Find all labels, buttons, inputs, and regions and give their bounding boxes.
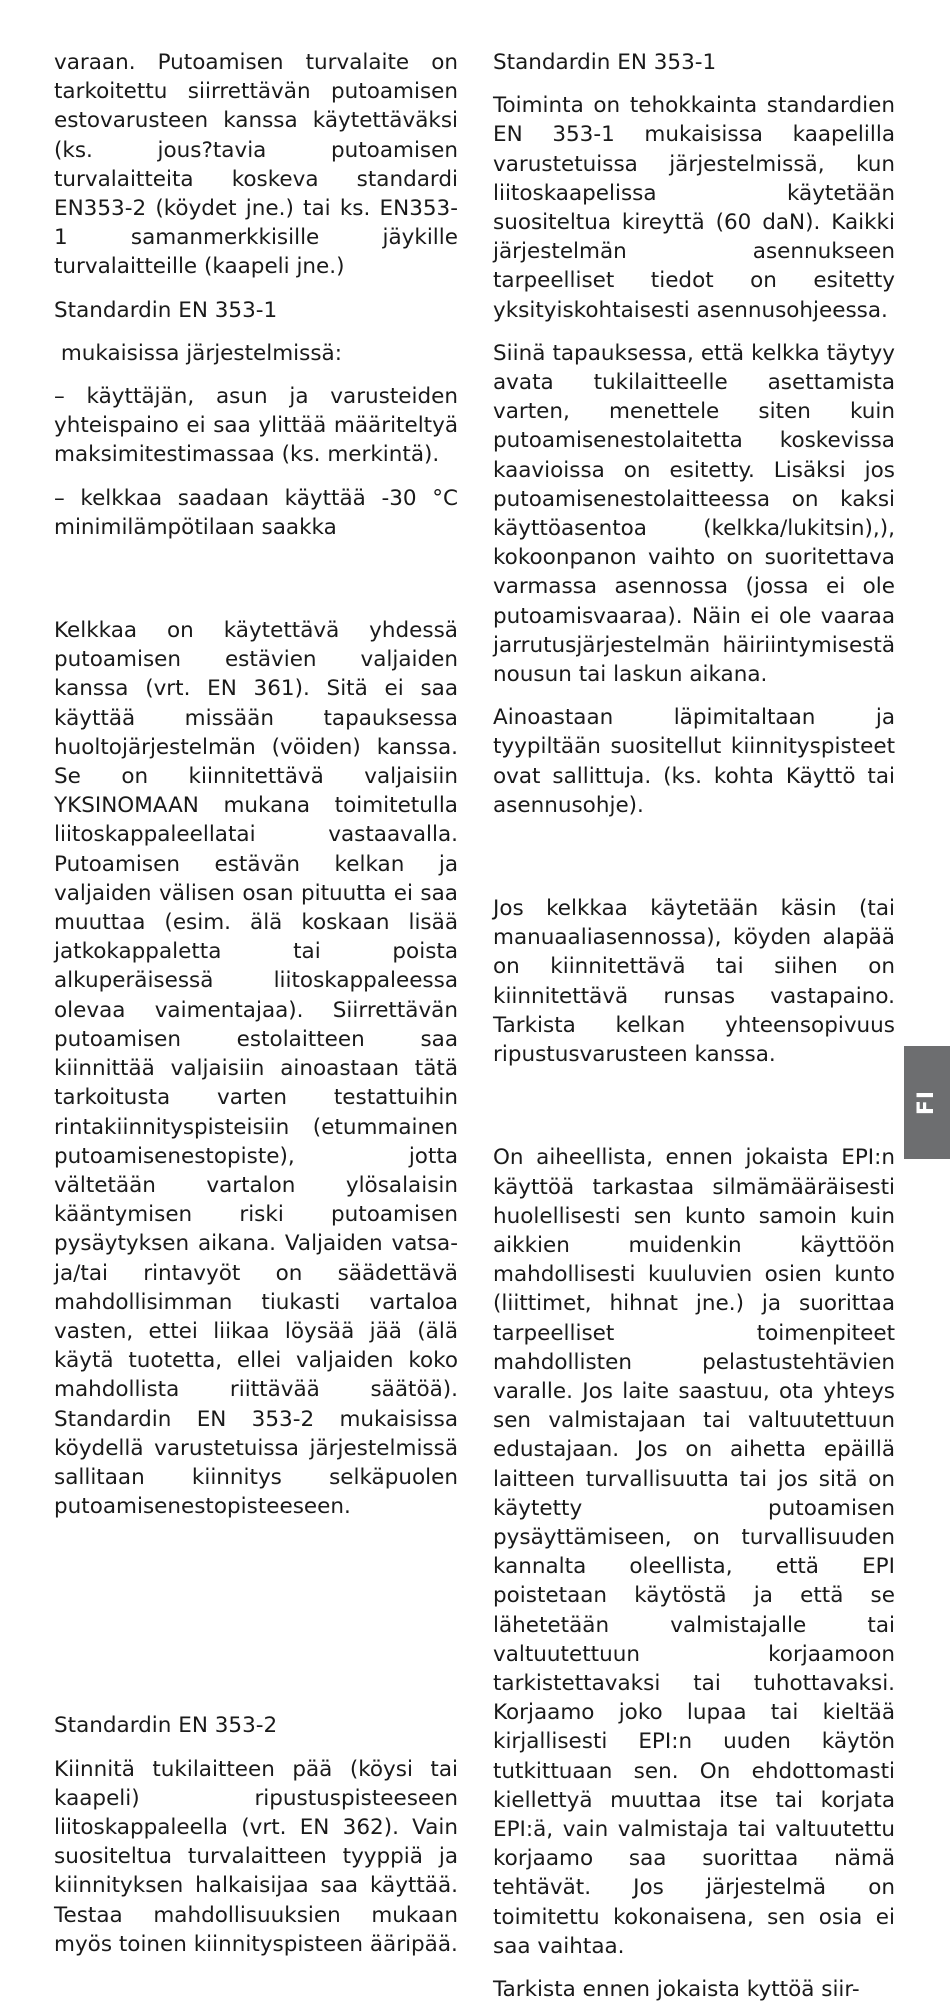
paragraph-temperature: – kelkkaa saadaan käyttää -30 °C minimilämpötilaan saakka (54, 485, 458, 540)
paragraph-harness: Kelkkaa on käytettävä yhdessä putoamisen estävien valjaiden kanssa (vrt. EN 361). Sitä ei saa käyttää missään tapauksessa huoltojärjestelmän (vöiden) kanssa. Se on kiinnitettävä valjaisiin YKSINOMAAN mukana toimitetulla liitoskappaleellatai vastaavalla. Putoamisen estävän kelkan ja valjaiden välisen osan pituutta ei saa muuttaa (esim. älä koskaan lisää jatkokappaletta tai poista alkuperäisessä liitoskappaleessa olevaa vaimentajaa). Siirrettävän putoamisen estolaitteen saa kiinnittää valjaisiin ainoastaan tätä tarkoitusta varten testattuihin rintakiinnityspisteisiin (etummainen putoamisenestopiste), jotta vältetään vartalon ylösalaisin kääntymisen riski putoamisen pysäytyksen aikana. Valjaiden vatsa- ja/tai rintavyöt on säädettävä mahdollisimman tiukasti vartaloa vasten, ettei liikaa löysää jää (älä käytä tuotetta, ellei valjaiden koko mahdollista riittävää säätöä). Standardin EN 353-2 mukaisissa köydellä varustetuissa järjestelmissä sallitaan kiinnitys selkäpuolen putoamisenestopisteeseen. (54, 618, 458, 1520)
paragraph-systems: mukaisissa järjestelmissä: (54, 340, 342, 366)
heading-en-353-1-right: Standardin EN 353-1 (493, 50, 717, 75)
paragraph-anchor: Kiinnitä tukilaitteen pää (köysi tai kaapeli) ripustuspisteeseen liitoskappaleella (vrt. EN 362). Vain suositeltua turvalaitteen tyyppiä ja kiinnityksen halkaisijaa saa käyttää. Testaa mahdollisuuksien mukaan myös toinen kiinnityspisteen ääripää. (54, 1756, 458, 1957)
paragraph-anchor-points: Ainoastaan läpimitaltaan ja tyypiltään suositellut kiinnityspisteet ovat sallittuja. (ks. kohta Käyttö tai asennusohje). (493, 705, 895, 818)
heading-en-353-2: Standardin EN 353-2 (54, 1713, 278, 1739)
paragraph-weight-limit: – käyttäjän, asun ja varusteiden yhteispaino ei saa ylittää määriteltyä maksimitestimassaa (ks. merkintä). (54, 384, 458, 468)
paragraph-opening-slider: Siinä tapauksessa, että kelkka täytyy avata tukilaitteelle asettamista varten, menettele siten kuin putoamisenestolaitetta koskevissa kaavioissa on esitetty. Lisäksi jos putoamisenestolaitteessa on kaksi käyttöasentoa (kelkka/lukitsin),), kokoonpanon vaihto on suoritettava varmassa asennossa (jossa ei ole putoamisvaaraa). Näin ei ole vaaraa jarrutusjärjestelmän häiriintymisestä nousun tai laskun aikana. (493, 340, 895, 688)
paragraph-check-before-use: Tarkista ennen jokaista kyttöä siir- (493, 1976, 860, 2002)
heading-en-353-1: Standardin EN 353-1 (54, 297, 278, 323)
paragraph-intro: varaan. Putoamisen turvalaite on tarkoitettu siirrettävän putoamisen estovarusteen kanssa käytettäväksi (ks. jous?tavia putoamisen turvalaitteita koskeva standardi EN353-2 (köydet jne.) tai ks. EN353-1 samanmerkkisille jäykille turvalaitteille (kaapeli jne.) (54, 50, 458, 280)
paragraph-cable-tension: Toiminta on tehokkainta standardien EN 353-1 mukaisissa kaapelilla varustetuissa järjestelmissä, kun liitoskaapelissa käytetään suositeltua kireyttä (60 daN). Kaikki järjestelmän asennukseen tarpeelliset tiedot on esitetty yksityiskohtaisesti asennusohjeessa. (493, 93, 895, 323)
language-tab (904, 1046, 950, 1159)
paragraph-manual-use: Jos kelkkaa käytetään käsin (tai manuaaliasennossa), köyden alapää on kiinnitettävä tai siihen on kiinnitettävä runsas vastapaino. Tarkista kelkan yhteensopivuus ripustusvarusteen kanssa. (493, 896, 895, 1068)
right-column (493, 48, 895, 2004)
paragraph-inspection: On aiheellista, ennen jokaista EPI:n käyttöä tarkastaa silmämääräisesti huolellisesti sen kunto samoin kuin aikkien muidenkin käyttöön mahdollisesti kuuluvien osien kunto (liittimet, hihnat jne.) ja suorittaa tarpeelliset toimenpiteet mahdollisten pelastustehtävien varalle. Jos laite saastuu, ota yhteys sen valmistajaan tai valtuutettuun edustajaan. Jos on aihetta epäillä laitteen turvallisuutta tai jos sitä on käytetty putoamisen pysäyttämiseen, on turvallisuuden kannalta oleellista, että EPI poistetaan käytöstä ja että se lähetetään valmistajalle tai valtuutettuun korjaamoon tarkistettavaksi tai tuhottavaksi. Korjaamo joko lupaa tai kieltää kirjallisesti EPI:n uuden käytön tutkittuaan sen. On ehdottomasti kiellettyä muuttaa itse tai korjata EPI:ä, vain valmistaja tai valtuutettu korjaamo saa suorittaa nämä tehtävät. Jos järjestelmä on toimitettu kokonaisena, sen osia ei saa vaihtaa. (493, 1145, 895, 1959)
language-tab-label: FI (914, 1089, 940, 1116)
left-column (54, 48, 458, 1959)
